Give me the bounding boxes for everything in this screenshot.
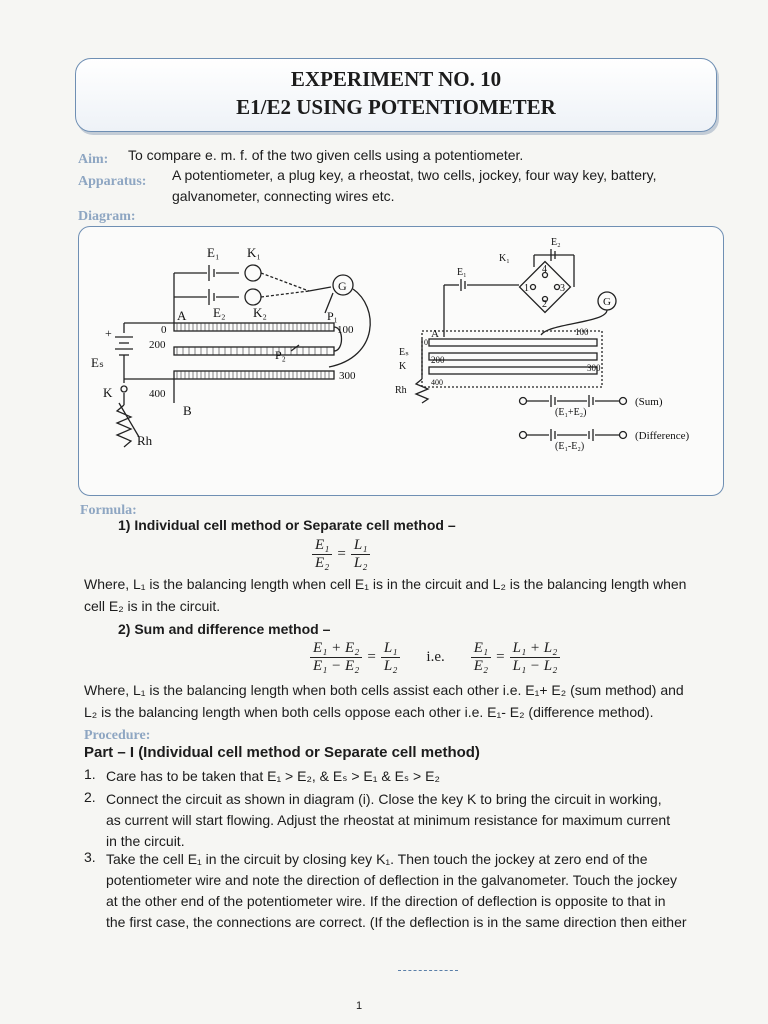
label-left-p2: P₂ xyxy=(275,348,286,362)
label-left-rh: Rh xyxy=(137,433,153,448)
experiment-subtitle: E1/E2 USING POTENTIOMETER xyxy=(236,95,556,119)
experiment-title: EXPERIMENT NO. 10 xyxy=(290,67,502,91)
title-banner xyxy=(75,58,717,132)
label-right-a: A xyxy=(431,328,439,340)
label-difference-combination: (E₁-E₂) xyxy=(555,441,585,452)
page-number: 1 xyxy=(356,1000,363,1012)
label-left-es: Eₛ xyxy=(91,355,104,370)
circuit-diagram xyxy=(79,227,723,495)
label-left-scale-100: 100 xyxy=(337,324,354,336)
label-right-e2: E₂ xyxy=(551,237,561,248)
label-right-galvanometer: G xyxy=(603,296,611,308)
label-left-scale-0: 0 xyxy=(161,324,167,336)
label-left-plus: + xyxy=(105,326,112,340)
label-right-es: Eₛ xyxy=(399,347,409,358)
ie-text: i.e. xyxy=(426,649,445,665)
label-right-key-3: 3 xyxy=(560,283,565,294)
label-sum: (Sum) xyxy=(635,396,663,408)
method-2-where-line-2: L₂ is the balancing length when both cells oppose each other i.e. E₁- E₂ (difference method). xyxy=(84,704,654,720)
label-left-b: B xyxy=(183,403,192,418)
method-1-equation: $\frac{\text{E₁}}{\text{E₂}}$ = $\frac{\text{L₁}}{\text{L₂}}$ xyxy=(312,537,370,572)
label-right-scale-100: 100 xyxy=(575,327,589,337)
method-2-title: 2) Sum and difference method – xyxy=(118,621,331,637)
label-left-galvanometer: G xyxy=(338,279,347,293)
method-2-equation: $\frac{\text{E₁ + E₂}}{\text{E₁ − E₂}}$ = $\frac{\text{L₁}}{\text{L₂}}$ i.e. $\frac{\text{E₁}}{\text{E₂}}$ = $\frac{\text{L₁ + L₂}}{\text{L₁ − L₂}}$ xyxy=(310,640,560,675)
procedure-part-title: Part – I (Individual cell method or Separate cell method) xyxy=(84,744,480,761)
label-left-k2: K₂ xyxy=(253,305,267,320)
label-right-e1: E₁ xyxy=(457,267,467,278)
document-page: EXPERIMENT NO. 10 E1/E2 USING POTENTIOMETER Aim: To compare e. m. f. of the two given cells using a potentiometer. Apparatus: A potentiometer, a plug key, a rheostat, two cells, jockey, four way key, battery, galvanometer, connecting wires etc. Diagram: E₁ K₁ E₂ K₂ G A B P₁ P₂ Eₛ K Rh + 0 100 200 300 400 E₂ K₁ E₁ G 1 2 3 4 A Eₛ K Rh 0 100 200 300 400 (E₁+E₂) (Sum) (E₁-E₂) (Difference) Formula: 1) Individual cell method or Separate cell method – $\frac{\text{E₁}}{\text{E₂}}$ = $\frac{\text{L₁}}{\text{L₂}}$ Where, L₁ is the balancing length when cell E₁ is in the circuit and L₂ is the balancing length when cell E₂ is in the circuit. 2) Sum and difference method – $\frac{\text{E₁ + E₂}}{\text{E₁ − E₂}}$ = $\frac{\text{L₁}}{\text{L₂}}$ i.e. $\frac{\text{E₁}}{\text{E₂}}$ = $\frac{\text{L₁ + L₂}}{\text{L₁ − L₂}}$ Where, L₁ is the balancing length when both cells assist each other i.e. E₁+ E₂ (sum method) and L₂ is the balancing length when both cells oppose each other i.e. E₁- E₂ (difference method). Procedure: Part – I (Individual cell method or Separate cell method) 1. Care has to be taken that E₁ > E₂, & Eₛ > E₁ & Eₛ > E₂ 2. Connect the circuit as shown in diagram (i). Close the key K to bring the circuit in working, as current will start flowing. Adjust the rheostat at minimum resistance for maximum current in the circuit. 3. Take the cell E₁ in the circuit by closing key K₁. Then touch the jockey at zero end of the potentiometer wire and note the direction of deflection in the galvanometer. Touch the jockey at the other end of the potentiometer wire. If the direction of deflection is opposite to that in the first case, the connections are correct. (If the deflection is in the same direction then either 1 xyxy=(0,0,768,1024)
label-right-scale-400: 400 xyxy=(431,378,443,387)
procedure-label: Procedure: xyxy=(84,728,151,743)
formula-label: Formula: xyxy=(80,503,137,518)
label-left-a: A xyxy=(177,308,187,323)
label-right-key-4: 4 xyxy=(542,264,547,275)
label-right-k1: K₁ xyxy=(499,253,510,264)
label-right-scale-300: 300 xyxy=(587,363,601,373)
aim-text: To compare e. m. f. of the two given cells using a potentiometer. xyxy=(128,147,524,163)
method-2-where-line-1: Where, L₁ is the balancing length when both cells assist each other i.e. E₁+ E₂ (sum method) and xyxy=(84,682,684,698)
label-difference: (Difference) xyxy=(635,430,690,442)
label-right-k: K xyxy=(399,361,407,372)
label-left-p1: P₁ xyxy=(327,309,338,323)
label-right-rh: Rh xyxy=(395,385,407,396)
label-left-scale-200: 200 xyxy=(149,339,166,351)
method-1-where-line-2: cell E₂ is in the circuit. xyxy=(84,598,221,614)
label-right-key-1: 1 xyxy=(524,283,529,294)
method-1-where-line-1: Where, L₁ is the balancing length when cell E₁ is in the circuit and L₂ is the balancing length when xyxy=(84,576,687,592)
method-1-title: 1) Individual cell method or Separate cell method – xyxy=(118,517,456,533)
label-right-key-2: 2 xyxy=(542,299,547,310)
circuit-diagram-panel xyxy=(78,226,724,496)
fraction-e1-e2: $\frac{\text{E₁}}{\text{E₂}}$ xyxy=(312,537,332,572)
diagram-label: Diagram: xyxy=(78,209,136,224)
label-left-k1: K₁ xyxy=(247,245,261,260)
aim-label: Aim: xyxy=(78,152,109,167)
fraction-e1-e2-b: $\frac{\text{E₁}}{\text{E₂}}$ xyxy=(471,640,491,675)
label-left-scale-400: 400 xyxy=(149,388,166,400)
fraction-l-sum-diff: $\frac{\text{L₁ + L₂}}{\text{L₁ − L₂}}$ xyxy=(510,640,561,675)
apparatus-line-2: galvanometer, connecting wires etc. xyxy=(172,188,395,204)
label-sum-combination: (E₁+E₂) xyxy=(555,407,587,418)
label-left-scale-300: 300 xyxy=(339,370,356,382)
aim-row xyxy=(78,150,108,168)
fraction-sum-difference: $\frac{\text{E₁ + E₂}}{\text{E₁ − E₂}}$ xyxy=(310,640,362,675)
label-left-e1: E₁ xyxy=(207,245,220,260)
fraction-l1-l2-b: $\frac{\text{L₁}}{\text{L₂}}$ xyxy=(381,640,401,675)
label-right-scale-200: 200 xyxy=(431,355,445,365)
apparatus-line-1: A potentiometer, a plug key, a rheostat, two cells, jockey, four way key, battery, xyxy=(172,167,657,183)
footer-rule xyxy=(398,970,458,971)
apparatus-row xyxy=(78,172,146,190)
fraction-l1-l2: $\frac{\text{L₁}}{\text{L₂}}$ xyxy=(351,537,371,572)
label-left-k: K xyxy=(103,385,113,400)
label-right-scale-0: 0 xyxy=(424,338,428,347)
apparatus-label: Apparatus: xyxy=(78,174,147,189)
label-left-e2: E₂ xyxy=(213,305,226,320)
